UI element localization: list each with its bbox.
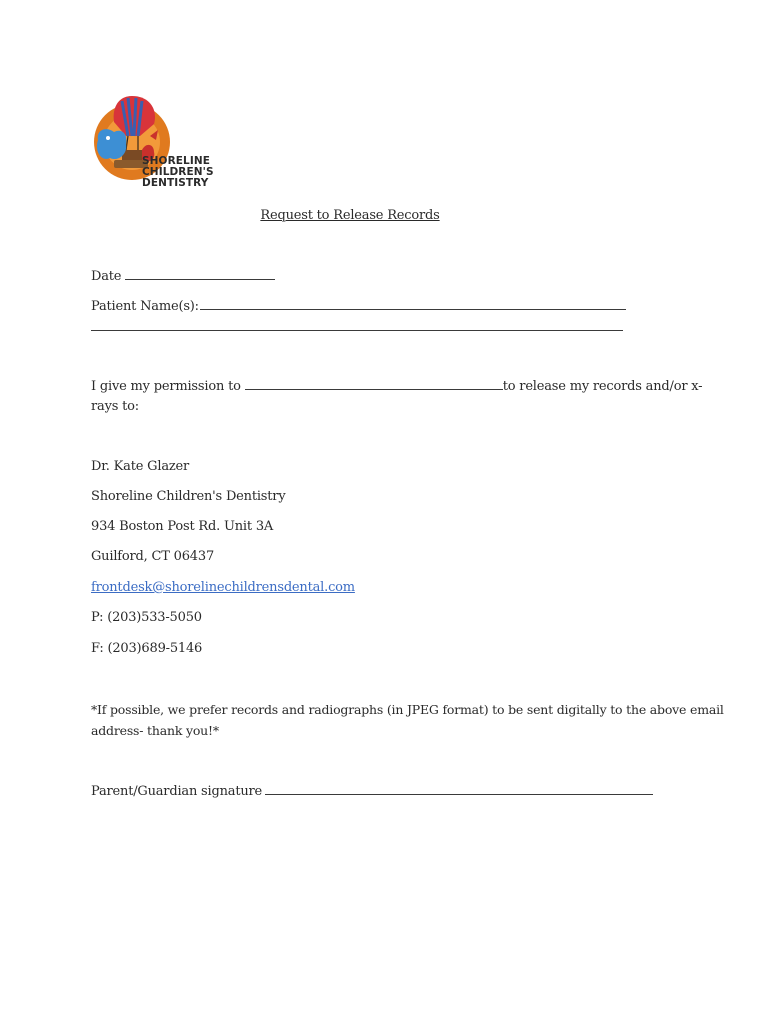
permission-text-after: to release my records and/or x- bbox=[502, 379, 703, 394]
digital-note-line-1: *If possible, we prefer records and radiographs (in JPEG format) to be sent digitally to the above email bbox=[91, 702, 724, 717]
patient-name-field-continued[interactable] bbox=[91, 319, 623, 331]
permission-row bbox=[91, 378, 702, 394]
recipient-street: 934 Boston Post Rd. Unit 3A bbox=[91, 519, 274, 534]
logo-wordmark bbox=[142, 156, 214, 189]
date-row bbox=[91, 268, 275, 284]
patient-row bbox=[91, 298, 626, 314]
recipient-email-link[interactable]: frontdesk@shorelinechildrensdental.com bbox=[91, 580, 355, 595]
logo-text-line-3: DENTISTRY bbox=[142, 177, 209, 189]
form-title: Request to Release Records bbox=[260, 208, 440, 223]
permission-text-before: I give my permission to bbox=[91, 379, 241, 394]
signature-label: Parent/Guardian signature bbox=[91, 784, 263, 799]
date-label: Date bbox=[91, 269, 122, 284]
recipient-phone: P: (203)533-5050 bbox=[91, 610, 202, 625]
logo-text-line-1: SHORELINE bbox=[142, 155, 210, 167]
patient-row-continued bbox=[91, 319, 623, 335]
date-field[interactable] bbox=[125, 268, 275, 280]
signature-field[interactable] bbox=[265, 783, 653, 795]
permission-row-continued: rays to: bbox=[91, 399, 139, 414]
practice-logo bbox=[92, 92, 222, 196]
signature-row bbox=[91, 783, 653, 799]
provider-name-field[interactable] bbox=[245, 378, 503, 390]
logo-text-line-2: CHILDREN'S bbox=[142, 166, 214, 178]
patient-name-field[interactable] bbox=[200, 298, 626, 310]
recipient-practice: Shoreline Children's Dentistry bbox=[91, 489, 286, 504]
recipient-fax: F: (203)689-5146 bbox=[91, 641, 203, 656]
recipient-city: Guilford, CT 06437 bbox=[91, 549, 215, 564]
digital-note-line-2: address- thank you!* bbox=[91, 723, 219, 738]
recipient-name: Dr. Kate Glazer bbox=[91, 459, 190, 474]
patient-label: Patient Name(s): bbox=[91, 299, 199, 314]
